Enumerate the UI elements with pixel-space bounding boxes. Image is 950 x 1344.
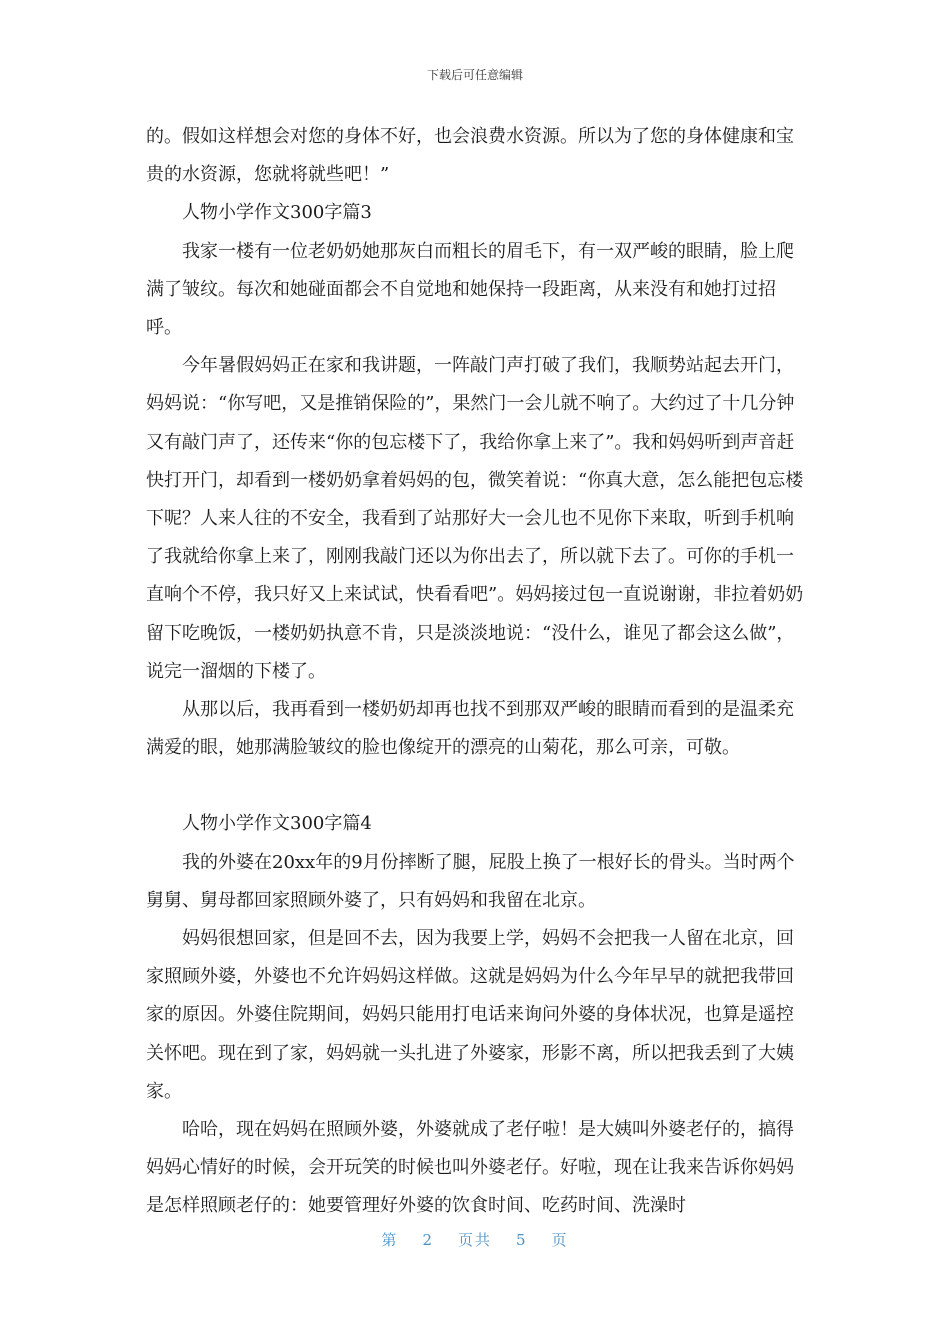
page-prefix: 第 <box>381 1231 399 1249</box>
paragraph: 妈妈很想回家，但是回不去，因为我要上学，妈妈不会把我一人留在北京，回家照顾外婆，外婆也不允许妈妈这样做。这就是妈妈为什么今年早早的就把我带回家的原因。外婆住院期间，妈妈只能用打电话来询问外婆的身体状况，也算是遥控关怀吧。现在到了家，妈妈就一头扎进了外婆家，形影不离，所以把我丢到了大姨家。 <box>146 928 794 1102</box>
paragraph: 哈哈，现在妈妈在照顾外婆，外婆就成了老仔啦！是大姨叫外婆老仔的，搞得妈妈心情好的时候，会开玩笑的时候也叫外婆老仔。好啦，现在让我来告诉你妈妈是怎样照顾老仔的：她要管理好外婆的饮食时间、吃药时间、洗澡时 <box>146 1119 794 1217</box>
current-page-number: 2 <box>422 1231 434 1249</box>
paragraph: 今年暑假妈妈正在家和我讲题，一阵敲门声打破了我们，我顺势站起去开门，妈妈说：“你写吧，又是推销保险的”，果然门一会儿就不响了。大约过了十几分钟又有敲门声了，还传来“你的包忘楼下了，我给你拿上来了”。我和妈妈听到声音赶快打开门，却看到一楼奶奶拿着妈妈的包，微笑着说：“你真大意，怎么能把包忘楼下呢？人来人往的不安全，我看到了站那好大一会儿也不见你下来取，听到手机响了我就给你拿上来了，刚刚我敲门还以为你出去了，所以就下去了。可你的手机一直响个不停，我只好又上来试试，快看看吧”。妈妈接过包一直说谢谢，非拉着奶奶留下吃晚饭，一楼奶奶执意不肯，只是淡淡地说：“没什么，谁见了都会这么做”，说完一溜烟的下楼了。 <box>146 355 804 682</box>
paragraph: 从那以后，我再看到一楼奶奶却再也找不到那双严峻的眼睛而看到的是温柔充满爱的眼，她那满脸皱纹的脸也像绽开的漂亮的山菊花，那么可亲，可敬。 <box>146 699 794 759</box>
paragraph: 我的外婆在20xx年的9月份摔断了腿，屁股上换了一根好长的骨头。当时两个舅舅、舅母都回家照顾外婆了，只有妈妈和我留在北京。 <box>146 851 795 911</box>
paragraph: 的。假如这样想会对您的身体不好，也会浪费水资源。所以为了您的身体健康和宝贵的水资源，您就将就些吧！” <box>146 126 794 186</box>
total-page-number: 5 <box>516 1231 528 1249</box>
section-heading: 人物小学作文300字篇3 <box>182 202 372 224</box>
page-footer <box>0 1229 950 1250</box>
page-middle: 页共 <box>457 1231 492 1249</box>
article-body <box>146 118 808 1226</box>
section-heading: 人物小学作文300字篇4 <box>182 813 372 835</box>
page-suffix: 页 <box>551 1231 569 1249</box>
paragraph: 我家一楼有一位老奶奶她那灰白而粗长的眉毛下，有一双严峻的眼睛，脸上爬满了皱纹。每次和她碰面都会不自觉地和她保持一段距离，从来没有和她打过招呼。 <box>146 240 794 339</box>
page-header: 下载后可任意编辑 <box>426 68 523 82</box>
